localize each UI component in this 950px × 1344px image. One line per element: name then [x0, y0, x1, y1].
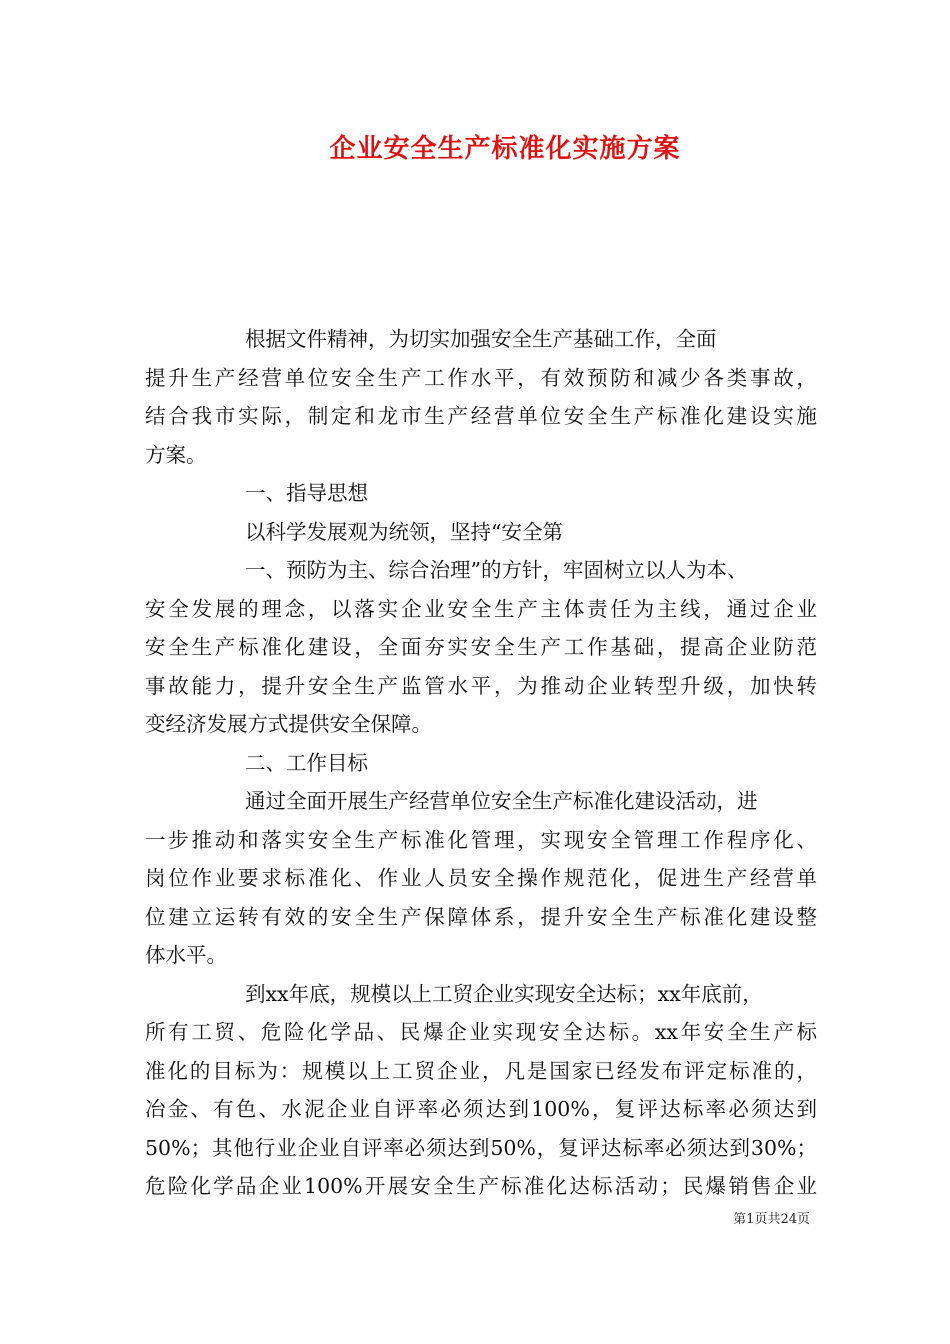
paragraph-line: 到xx年底，规模以上工贸企业实现安全达标；xx年底前， — [245, 981, 763, 1006]
paragraph-line: 结合我市实际，制定和龙市生产经营单位安全生产标准化建设实施 — [145, 404, 817, 428]
paragraph-line: 以科学发展观为统领，坚持“安全第 — [245, 519, 563, 544]
paragraph-line: 准化的目标为：规模以上工贸企业，凡是国家已经发布评定标准的， — [145, 1058, 817, 1083]
paragraph-line: 通过全面开展生产经营单位安全生产标准化建设活动，进 — [245, 789, 758, 813]
paragraph-line: 一步推动和落实安全生产标准化管理，实现安全管理工作程序化、 — [145, 827, 817, 852]
section-heading: 二、工作目标 — [245, 750, 368, 775]
paragraph-line: 一、预防为主、综合治理”的方针，牢固树立以人为本、 — [245, 558, 748, 582]
paragraph-line: 岗位作业要求标准化、作业人员安全操作规范化，促进生产经营单 — [145, 866, 817, 890]
paragraph-line: 位建立运转有效的安全生产保障体系，提升安全生产标准化建设整 — [145, 904, 817, 929]
paragraph-line: 根据文件精神，为切实加强安全生产基础工作，全面 — [245, 327, 717, 351]
document-title: 企业安全生产标准化实施方案 — [329, 134, 681, 164]
section-heading: 一、指导思想 — [245, 481, 368, 505]
paragraph-line: 所有工贸、危险化学品、民爆企业实现安全达标。xx年安全生产标 — [145, 1020, 817, 1044]
document-body — [145, 320, 817, 1206]
paragraph-line: 50%；其他行业企业自评率必须达到50%，复评达标率必须达到30%； — [145, 1135, 817, 1160]
paragraph-line: 冶金、有色、水泥企业自评率必须达到100%，复评达标率必须达到 — [145, 1097, 817, 1121]
page-number: 第1页共24页 — [733, 1212, 810, 1227]
paragraph-line: 事故能力，提升安全生产监管水平，为推动企业转型升级，加快转 — [145, 673, 817, 698]
paragraph-line: 提升生产经营单位安全生产工作水平，有效预防和减少各类事故， — [145, 365, 817, 390]
paragraph-line: 变经济发展方式提供安全保障。 — [145, 712, 432, 736]
paragraph-line: 安全生产标准化建设，全面夯实安全生产工作基础，提高企业防范 — [145, 635, 817, 659]
paragraph-line: 方案。 — [145, 442, 207, 467]
paragraph-line: 体水平。 — [145, 943, 227, 967]
paragraph-line: 危险化学品企业100%开展安全生产标准化达标活动；民爆销售企业 — [145, 1174, 817, 1198]
paragraph-line: 安全发展的理念，以落实企业安全生产主体责任为主线，通过企业 — [145, 596, 817, 621]
